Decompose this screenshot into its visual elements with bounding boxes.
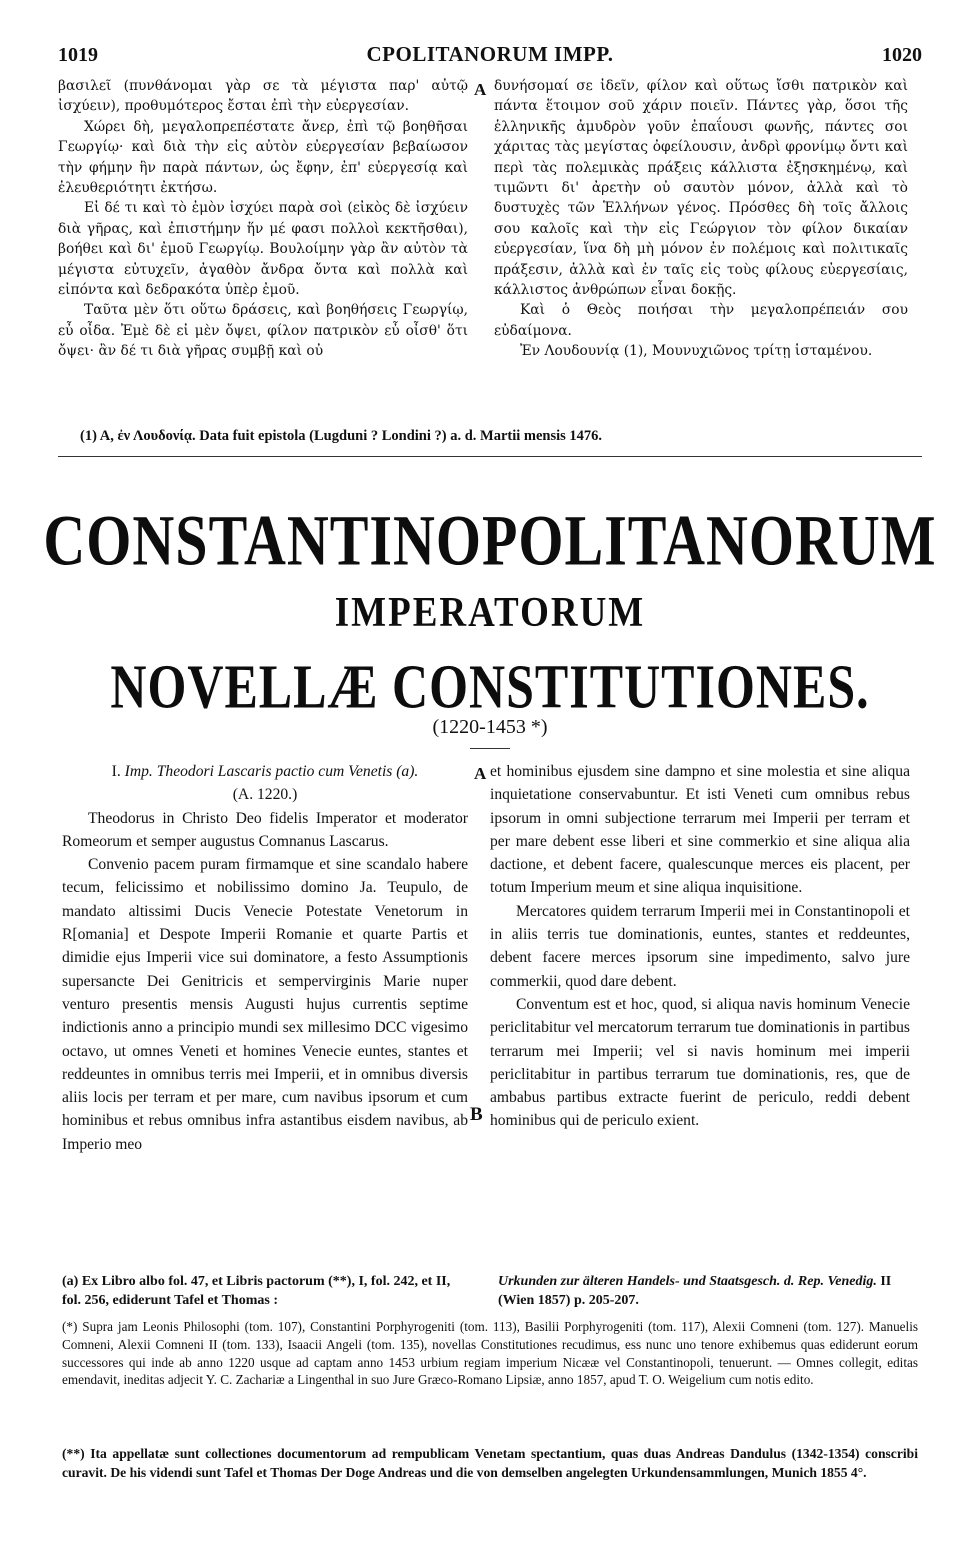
latin-column-left [62,760,468,1156]
latin-paragraph: Mercatores quidem terrarum Imperii mei in Constantinopoli et in aliis terris tue dominationis, euntes, stantes et reddeuntes, debent facere merces ipsorum sine impedimento, salvo jure commerkii, quod dare debent. [490,902,910,990]
footnote-star-text: (*) Supra jam Leonis Philosophi (tom. 107), Constantini Porphyrogeniti (tom. 113), Basilii Porphyrogeniti (tom. 117), Alexii Comneni (tom. 127). Manuelis Comneni, Alexii Comneni II (tom. 133), Isaacii Angeli (tom. 135), novellas Constitutiones recudimus, ess nunc uno tenore exhibemus quas ediderunt eorum successores qui inde ab anno 1220 usque ad captam anno 1453 urbium regiam imperium Nicææ vel Constantinopoli, tenuerunt. — Omnes collegit, editas emendavit, ineditas adjecit Y. C. Zachariæ a Lingenthal in suo Jure Græco-Romano Lipsiæ, anno 1857, apud T. O. Weigelium cum notis edito. [62,1319,918,1388]
footnote-star [62,1318,918,1389]
page-number-right: 1020 [882,44,922,66]
footnote-text: A, ἐν Λουδονίᾳ. Data fuit epistola (Lugduni ? Londini ?) a. d. Martii mensis 1476. [99,428,603,444]
margin-letter-a: A [474,80,487,99]
greek-paragraph: Καὶ ὁ Θεὸς ποιήσαι τὴν μεγαλοπρέπειάν σου εὐδαίμονα. [494,302,908,339]
greek-paragraph: βασιλεῖ (πυνθάνομαι γὰρ σε τὰ μέγιστα παρ' αὐτῷ ἰσχύειν), προθυμότερος ἔσται ἐπὶ τὴν εὐεργεσίαν. [58,78,468,115]
date-range: (1220-1453 *) [432,716,548,738]
latin-column-right [490,760,910,1133]
heading-number: I. [111,763,121,780]
short-rule [470,748,510,749]
latin-paragraph: et hominibus ejusdem sine dampno et sine molestia et sine aliqua inquietatione conservabuntur. Et isti Veneti cum omnibus rebus ipsorum in omni subjectione terrarum mei Imperii per terram et per mare debent esse liberi et sine commerkio et sine aliqua alia dactione, et debent facere, qualescunque merces eis placent, per totum Imperium meum et sine aliqua inquisitione. [490,763,910,897]
footnote-a [62,1272,918,1310]
footnote-a-left: (a) Ex Libro albo fol. 47, et Libris pactorum (**), I, fol. 242, et II, fol. 256, ediderunt Tafel et Thomas : [62,1274,451,1308]
latin-paragraph: Conventum est et hoc, quod, si aliqua navis hominum Venecie periclitabitur vel mercatorum terrarum tue dominationis in partibus terrarum mei Imperii; vel si navis hominum mei imperii periclitabitur in partibus terrarum tue dominationis, res, que de ambabus partibus extracte fuerint de periculo, reddi debent hominibus qui de periculo exient. [490,995,910,1130]
heading-title: Imp. Theodori Lascaris pactio cum Venetis (a). [124,763,419,780]
document-heading [62,760,468,783]
main-title: CONSTANTINOPOLITANORUM [43,499,937,581]
page-header [58,42,922,72]
greek-paragraph: Ταῦτα μὲν ὅτι οὕτω δράσεις, καὶ βοηθήσεις Γεωργίῳ, εὖ οἶδα. Ἐμὲ δὲ εἰ μὲν ὄψει, φίλον πατρικὸν εὖ οἶσθ' ὅτι ὄψει· ἂν δέ τι διὰ γῆρας συμβῇ καὶ οὐ [58,302,468,360]
footnote-a-right [498,1272,918,1310]
collection-title: NOVELLÆ CONSTITUTIONES. [110,651,870,722]
latin-paragraph: Convenio pacem puram firmamque et sine scandalo habere tecum, felicissimo et nobilissimo domino Ja. Teupulo, de mandato altissimi Ducis Venecie Potestate Venetorum in R[omania] et Despote Imperii Romanie et quarte Partis et dimidie ejus Imperii vice sui dominatore, a festo Assumptionis supersancte Dei Genitricis et sempervirginis Marie nuper venturo presentis mensis Augusti hujus currentis septime indictionis anno a principio mundi sex millesimo DCC vigesimo octavo, ut omnes Veneti et homines Venecie euntes, stantes et reddeuntes in omnibus terris mei Imperii, et in omnibus diversis aliis locis per terram et per mare, cum navibus ipsorum et cum hominibus et rebus omnibus infra astantibus eisdem navibus, ab Imperio meo [62,856,468,1153]
footnote-double-star [62,1445,918,1482]
footnote-a-source: Urkunden zur älteren Handels- und Staatsgesch. d. Rep. Venedig. [498,1274,877,1289]
subtitle: IMPERATORUM [334,589,646,637]
footnote-double-star-text: (**) Ita appellatæ sunt collectiones documentorum ad rempublicam Venetam spectantium, quas duas Andreas Dandulus (1342-1354) conscribi curavit. De his videndi sunt Tafel et Thomas Der Doge Andreas und die von demselben angelegten Urkundensammlungen, Munich 1855 4°. [62,1446,918,1480]
footnote-marker: (1) [80,428,97,444]
greek-column-left [58,76,468,362]
greek-paragraph: Χώρει δὴ, μεγαλοπρεπέστατε ἄνερ, ἐπὶ τῷ βοηθῆσαι Γεωργίῳ· καὶ διὰ τὴν εἰς αὐτὸν εὐεργεσίαν βεβαίωσον τὴν φήμην ἣν παρὰ πάντων, ὡς ἔφην, ἐπ' εὐεργεσίᾳ καὶ ἐλευθεριότητι ἐκτήσω. [58,118,468,197]
margin-letter-a: A [474,764,487,783]
greek-paragraph: Εἰ δέ τι καὶ τὸ ἐμὸν ἰσχύει παρὰ σοὶ (εἰκὸς δὲ ἰσχύειν διὰ γῆρας, καὶ ἐπιστήμην ἥν μέ φασι πολλοὶ κεκτῆσθαι), βοήθει καὶ δι' ἐμοῦ Γεωργίῳ. Βουλοίμην γὰρ ἂν αὐτὸν τὰ μέγιστα εὐτυχεῖν, ἀγαθὸν ἄνδρα ὄντα καὶ πολλὰ καὶ εἰπόντα καὶ δεδρακότα ὑπὲρ ἐμοῦ. [58,200,468,299]
footnote-a-citation: II (Wien 1857) p. 205-207. [498,1274,892,1308]
divider [58,456,922,457]
heading-year: (A. 1220.) [232,786,298,804]
margin-letter-b: B [470,1104,483,1125]
greek-paragraph: δυνήσομαί σε ἰδεῖν, φίλον καὶ οὕτως ἴσθι πατρικὸν καὶ πάντα ἕτοιμον σοῦ χάριν ποιεῖν. Πάντες γὰρ, ὅσοι τῆς ἑλληνικῆς ἀμυδρὸν γοῦν ἐπαΐουσι φωνῆς, πάντες σοι χάριτας τὰς μεγίστας ὀφείλουσιν, ἀνδρὶ φρονίμῳ ὄντι καὶ περὶ τὰς πολεμικὰς πράξεις κάλλιστα ἐξησκημένῳ, καὶ τιμῶντι δι' ἀρετὴν οὐ σαυτὸν μόνον, ἀλλὰ καὶ τὸ δυστυχὲς τῶν Ἑλλήνων γένος. Πρόσθες δὴ τοῖς ἄλλοις σου καλοῖς καὶ τὴν εἰς Γεώργιον τὸν φίλον δικαίαν εὐεργεσίαν, ἵνα δὴ μὴ μόνον ἐν πολέμοις καὶ πολιτικαῖς πράξεσιν, ἀλλὰ καὶ ἐν ταῖς εἰς τοὺς φίλους εὐεργεσίαις, κάλλιστος ἀνθρώπων εἶναι δοκῇς. [494,78,908,299]
greek-paragraph: Ἐν Λουδουνίᾳ (1), Μουνυχιῶνος τρίτῃ ἱσταμένου. [520,343,873,360]
footnote-top [80,428,602,445]
greek-column-right [494,76,908,362]
running-title: CPOLITANORUM IMPP. [366,42,614,66]
latin-paragraph: Theodorus in Christo Deo fidelis Imperator et moderator Romeorum et semper augustus Comnanus Lascarus. [62,809,468,850]
page-number-left: 1019 [58,44,98,66]
